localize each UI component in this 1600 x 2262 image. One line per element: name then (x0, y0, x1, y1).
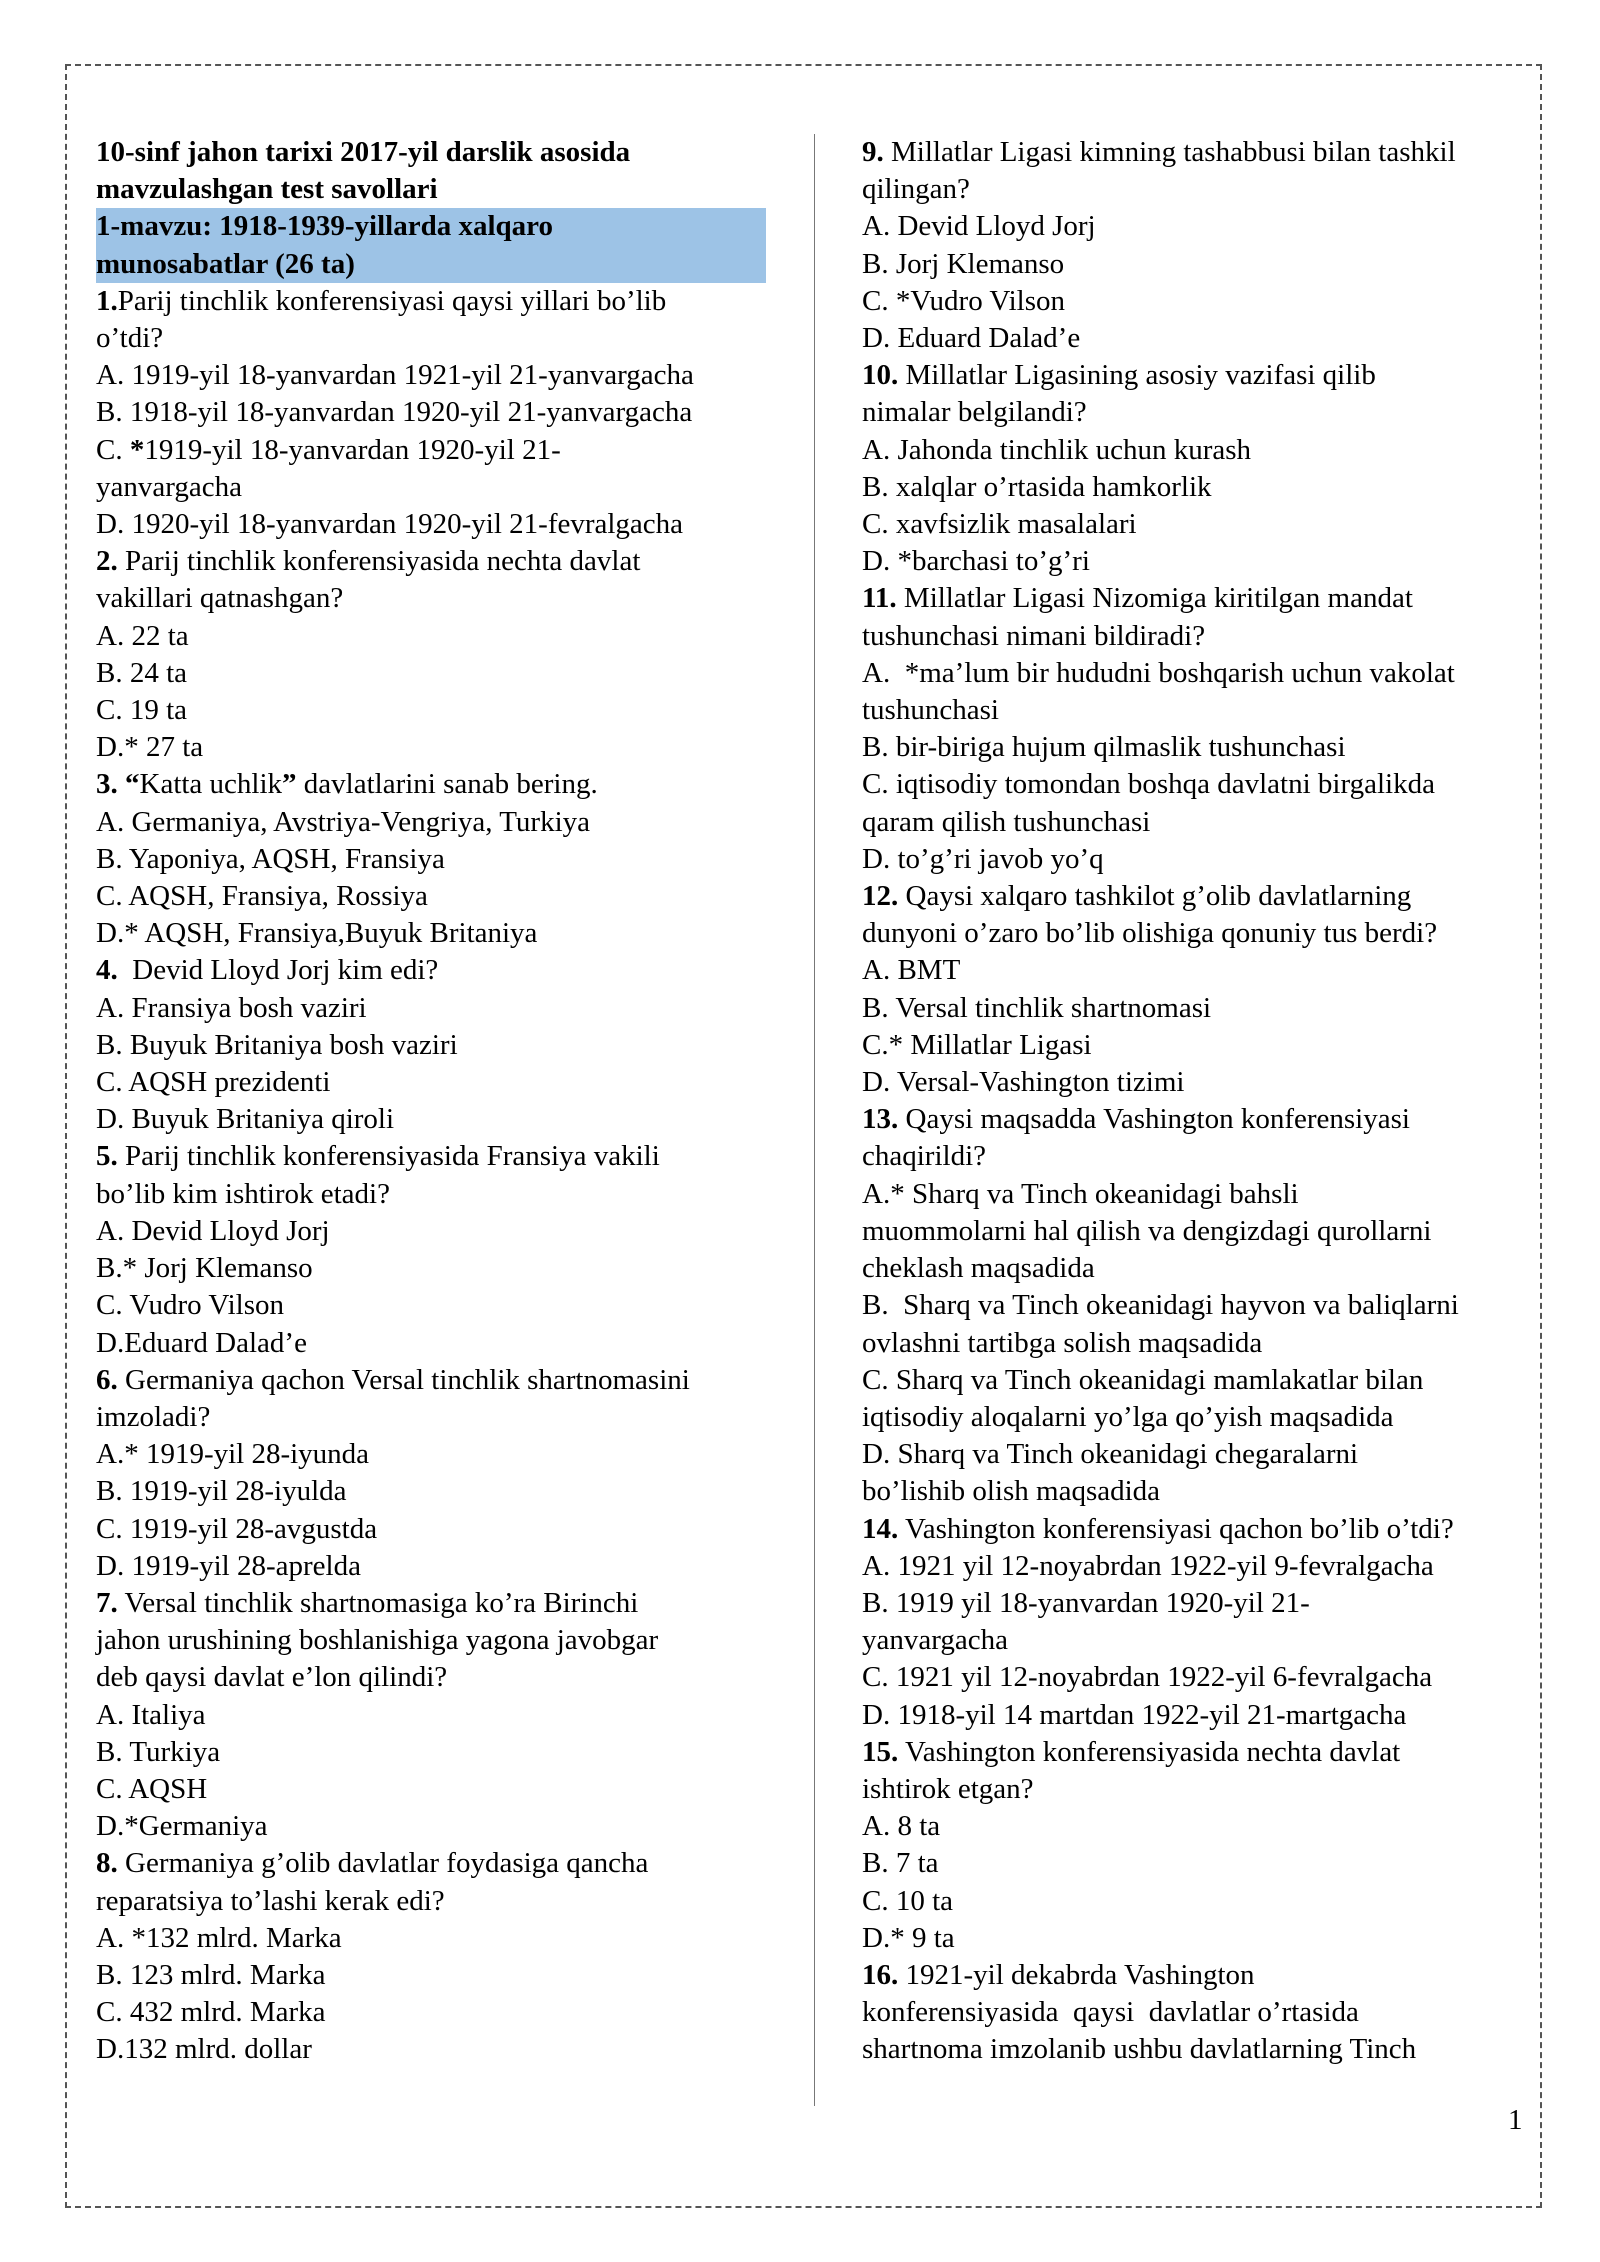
q2-option-a: A. 22 ta (96, 619, 189, 652)
q2-option-d: D.* 27 ta (96, 731, 204, 764)
question-text: Parij tinchlik konferensiyasi qaysi yillari bo’lib (117, 284, 667, 317)
q7-option-b: B. Turkiya (96, 1735, 221, 1768)
document-title-line-2: mavzulashgan test savollari (96, 173, 438, 206)
q5-option-a: A. Devid Lloyd Jorj (96, 1214, 330, 1247)
question-text: Germaniya g’olib davlatlar foydasiga qancha (117, 1847, 649, 1880)
q8-option-d: D.132 mlrd. dollar (96, 2033, 312, 2066)
question-2 (96, 543, 771, 580)
question-6 (96, 1362, 771, 1399)
q11-option-c-cont: qaram qilish tushunchasi (862, 805, 1151, 838)
question-text: Qaysi xalqaro tashkilot g’olib davlatlarning (898, 880, 1412, 913)
question-1 (96, 283, 771, 320)
q7-option-a: A. Italiya (96, 1698, 206, 1731)
question-number: 10. (862, 359, 899, 392)
q12-option-c: C.* Millatlar Ligasi (862, 1028, 1092, 1061)
q2-option-b: B. 24 ta (96, 656, 188, 689)
question-number: 12. (862, 880, 899, 913)
q14-option-a: A. 1921 yil 12-noyabrdan 1922-yil 9-fevralgacha (862, 1549, 1434, 1582)
question-9 (862, 134, 1536, 171)
q9-option-b: B. Jorj Klemanso (862, 247, 1065, 280)
q15-option-a: A. 8 ta (862, 1810, 941, 1843)
question-16-cont-2: shartnoma imzolanib ushbu davlatlarning Tinch (862, 2033, 1417, 2066)
question-5-cont: bo’lib kim ishtirok etadi? (96, 1177, 390, 1210)
q5-option-d: D.Eduard Dalad’e (96, 1326, 307, 1359)
question-number: 16. (862, 1958, 899, 1991)
question-5 (96, 1138, 771, 1175)
question-15 (862, 1734, 1536, 1771)
question-text: Qaysi maqsadda Vashington konferensiyasi (898, 1103, 1410, 1136)
question-13 (862, 1101, 1536, 1138)
quoted-text: Katta uchlik (139, 768, 283, 801)
q4-option-c: C. AQSH prezidenti (96, 1066, 331, 1099)
question-12 (862, 878, 1536, 915)
topic-heading-line-2: munosabatlar (26 ta) (96, 246, 766, 283)
question-13-cont: chaqirildi? (862, 1140, 987, 1173)
q8-option-c: C. 432 mlrd. Marka (96, 1996, 326, 2029)
q9-option-a: A. Devid Lloyd Jorj (862, 210, 1096, 243)
question-number: 5. (96, 1140, 118, 1173)
q13-option-c: C. Sharq va Tinch okeanidagi mamlakatlar bilan (862, 1363, 1424, 1396)
q15-option-b: B. 7 ta (862, 1847, 939, 1880)
question-7 (96, 1585, 771, 1622)
q13-option-b-cont: ovlashni tartibga solish maqsadida (862, 1326, 1263, 1359)
question-number: 11. (862, 582, 897, 615)
q11-option-a: A. *ma’lum bir hududni boshqarish uchun vakolat (862, 656, 1455, 689)
q10-option-b: B. xalqlar o’rtasida hamkorlik (862, 470, 1212, 503)
option-text: 1919-yil 18-yanvardan 1920-yil 21- (144, 433, 561, 466)
question-text: Versal tinchlik shartnomasiga ko’ra Birinchi (117, 1586, 639, 1619)
q6-option-a: A.* 1919-yil 28-iyunda (96, 1438, 370, 1471)
q6-option-b: B. 1919-yil 28-iyulda (96, 1475, 347, 1508)
topic-heading-line-1: 1-mavzu: 1918-1939-yillarda xalqaro (96, 208, 766, 245)
question-number: 7. (96, 1586, 118, 1619)
question-number: 4. (96, 954, 118, 987)
q13-option-b: B. Sharq va Tinch okeanidagi hayvon va baliqlarni (862, 1289, 1459, 1322)
question-8 (96, 1845, 771, 1882)
q4-option-d: D. Buyuk Britaniya qiroli (96, 1103, 395, 1136)
q14-option-b-cont: yanvargacha (862, 1624, 1008, 1657)
column-divider (814, 134, 815, 2106)
question-number: 8. (96, 1847, 118, 1880)
question-15-cont: ishtirok etgan? (862, 1772, 1034, 1805)
q8-option-a: A. *132 mlrd. Marka (96, 1921, 342, 1954)
question-text: Devid Lloyd Jorj kim edi? (117, 954, 439, 987)
open-quote: “ (117, 768, 140, 801)
question-text: Parij tinchlik konferensiyasida Fransiya vakili (117, 1140, 660, 1173)
q3-option-c: C. AQSH, Fransiya, Rossiya (96, 880, 428, 913)
q15-option-c: C. 10 ta (862, 1884, 954, 1917)
q1-option-c (96, 432, 771, 469)
q12-option-d: D. Versal-Vashington tizimi (862, 1066, 1185, 1099)
question-2-cont: vakillari qatnashgan? (96, 582, 344, 615)
question-10-cont: nimalar belgilandi? (862, 396, 1087, 429)
q3-option-d: D.* AQSH, Fransiya,Buyuk Britaniya (96, 917, 538, 950)
question-7-cont-2: deb qaysi davlat e’lon qilindi? (96, 1661, 448, 1694)
q11-option-c: C. iqtisodiy tomondan boshqa davlatni birgalikda (862, 768, 1435, 801)
question-12-cont: dunyoni o’zaro bo’lib olishiga qonuniy tus berdi? (862, 917, 1438, 950)
q4-option-a: A. Fransiya bosh vaziri (96, 991, 367, 1024)
document-title-line-1: 10-sinf jahon tarixi 2017-yil darslik asosida (96, 136, 631, 168)
q15-option-d: D.* 9 ta (862, 1921, 955, 1954)
question-16-cont: konferensiyasida qaysi davlatlar o’rtasida (862, 1996, 1359, 2029)
q11-option-a-cont: tushunchasi (862, 694, 999, 727)
question-number: 14. (862, 1512, 899, 1545)
question-text: Millatlar Ligasi Nizomiga kiritilgan mandat (896, 582, 1413, 615)
close-quote: ” (282, 768, 297, 801)
question-11-cont: tushunchasi nimani bildiradi? (862, 619, 1206, 652)
q1-option-b: B. 1918-yil 18-yanvardan 1920-yil 21-yanvargacha (96, 396, 693, 429)
question-number: 6. (96, 1363, 118, 1396)
question-11 (862, 580, 1536, 617)
question-8-cont: reparatsiya to’lashi kerak edi? (96, 1884, 445, 1917)
question-text: Vashington konferensiyasida nechta davlat (898, 1735, 1401, 1768)
question-7-cont: jahon urushining boshlanishiga yagona javobgar (96, 1624, 659, 1657)
option-label: C. (96, 433, 130, 466)
q5-option-c: C. Vudro Vilson (96, 1289, 285, 1322)
question-number: 9. (862, 136, 884, 168)
question-text: Germaniya qachon Versal tinchlik shartnomasini (117, 1363, 690, 1396)
q10-option-c: C. xavfsizlik masalalari (862, 508, 1137, 541)
answer-star: * (129, 433, 145, 466)
question-10 (862, 357, 1536, 394)
q14-option-c: C. 1921 yil 12-noyabrdan 1922-yil 6-fevralgacha (862, 1661, 1433, 1694)
q10-option-a: A. Jahonda tinchlik uchun kurash (862, 433, 1252, 466)
q14-option-d: D. 1918-yil 14 martdan 1922-yil 21-martgacha (862, 1698, 1407, 1731)
right-column (862, 134, 1536, 2069)
question-text: 1921-yil dekabrda Vashington (898, 1958, 1255, 1991)
question-text: Millatlar Ligasi kimning tashabbusi bilan tashkil (883, 136, 1456, 168)
q13-option-a: A.* Sharq va Tinch okeanidagi bahsli (862, 1177, 1299, 1210)
question-text: davlatlarini sanab bering. (296, 768, 598, 801)
q8-option-b: B. 123 mlrd. Marka (96, 1958, 326, 1991)
question-16 (862, 1957, 1536, 1994)
left-column (96, 134, 771, 2069)
q14-option-b: B. 1919 yil 18-yanvardan 1920-yil 21- (862, 1586, 1310, 1619)
q12-option-b: B. Versal tinchlik shartnomasi (862, 991, 1212, 1024)
question-9-cont: qilingan? (862, 173, 970, 206)
q2-option-c: C. 19 ta (96, 694, 188, 727)
question-6-cont: imzoladi? (96, 1400, 211, 1433)
q9-option-c: C. *Vudro Vilson (862, 284, 1066, 317)
question-number: 13. (862, 1103, 899, 1136)
question-4 (96, 952, 771, 989)
question-1-cont: o’tdi? (96, 322, 164, 355)
q1-option-a: A. 1919-yil 18-yanvardan 1921-yil 21-yanvargacha (96, 359, 694, 392)
page-number: 1 (1508, 2104, 1523, 2136)
q12-option-a: A. BMT (862, 954, 961, 987)
question-number: 2. (96, 545, 118, 578)
q9-option-d: D. Eduard Dalad’e (862, 322, 1081, 355)
q13-option-a-cont: muommolarni hal qilish va dengizdagi qurollarni (862, 1214, 1432, 1247)
question-text: Millatlar Ligasining asosiy vazifasi qilib (898, 359, 1376, 392)
q13-option-d: D. Sharq va Tinch okeanidagi chegaralarni (862, 1438, 1359, 1471)
q3-option-b: B. Yaponiya, AQSH, Fransiya (96, 842, 445, 875)
q7-option-d: D.*Germaniya (96, 1810, 268, 1843)
q6-option-c: C. 1919-yil 28-avgustda (96, 1512, 378, 1545)
q13-option-c-cont: iqtisodiy aloqalarni yo’lga qo’yish maqsadida (862, 1400, 1394, 1433)
q11-option-b: B. bir-biriga hujum qilmaslik tushunchasi (862, 731, 1346, 764)
q5-option-b: B.* Jorj Klemanso (96, 1252, 313, 1285)
q7-option-c: C. AQSH (96, 1772, 208, 1805)
q1-option-c-cont: yanvargacha (96, 470, 242, 503)
q13-option-a-cont-2: cheklash maqsadida (862, 1252, 1095, 1285)
q10-option-d: D. *barchasi to’g’ri (862, 545, 1090, 578)
q6-option-d: D. 1919-yil 28-aprelda (96, 1549, 361, 1582)
q4-option-b: B. Buyuk Britaniya bosh vaziri (96, 1028, 458, 1061)
question-number: 3. (96, 768, 118, 801)
question-14 (862, 1511, 1536, 1548)
question-number: 15. (862, 1735, 899, 1768)
q1-option-d: D. 1920-yil 18-yanvardan 1920-yil 21-fevralgacha (96, 508, 684, 541)
q13-option-d-cont: bo’lishib olish maqsadida (862, 1475, 1161, 1508)
q3-option-a: A. Germaniya, Avstriya-Vengriya, Turkiya (96, 805, 590, 838)
question-text: Parij tinchlik konferensiyasida nechta davlat (117, 545, 641, 578)
question-number: 1. (96, 284, 118, 317)
q11-option-d: D. to’g’ri javob yo’q (862, 842, 1104, 875)
question-text: Vashington konferensiyasi qachon bo’lib o’tdi? (898, 1512, 1454, 1545)
question-3 (96, 766, 771, 803)
